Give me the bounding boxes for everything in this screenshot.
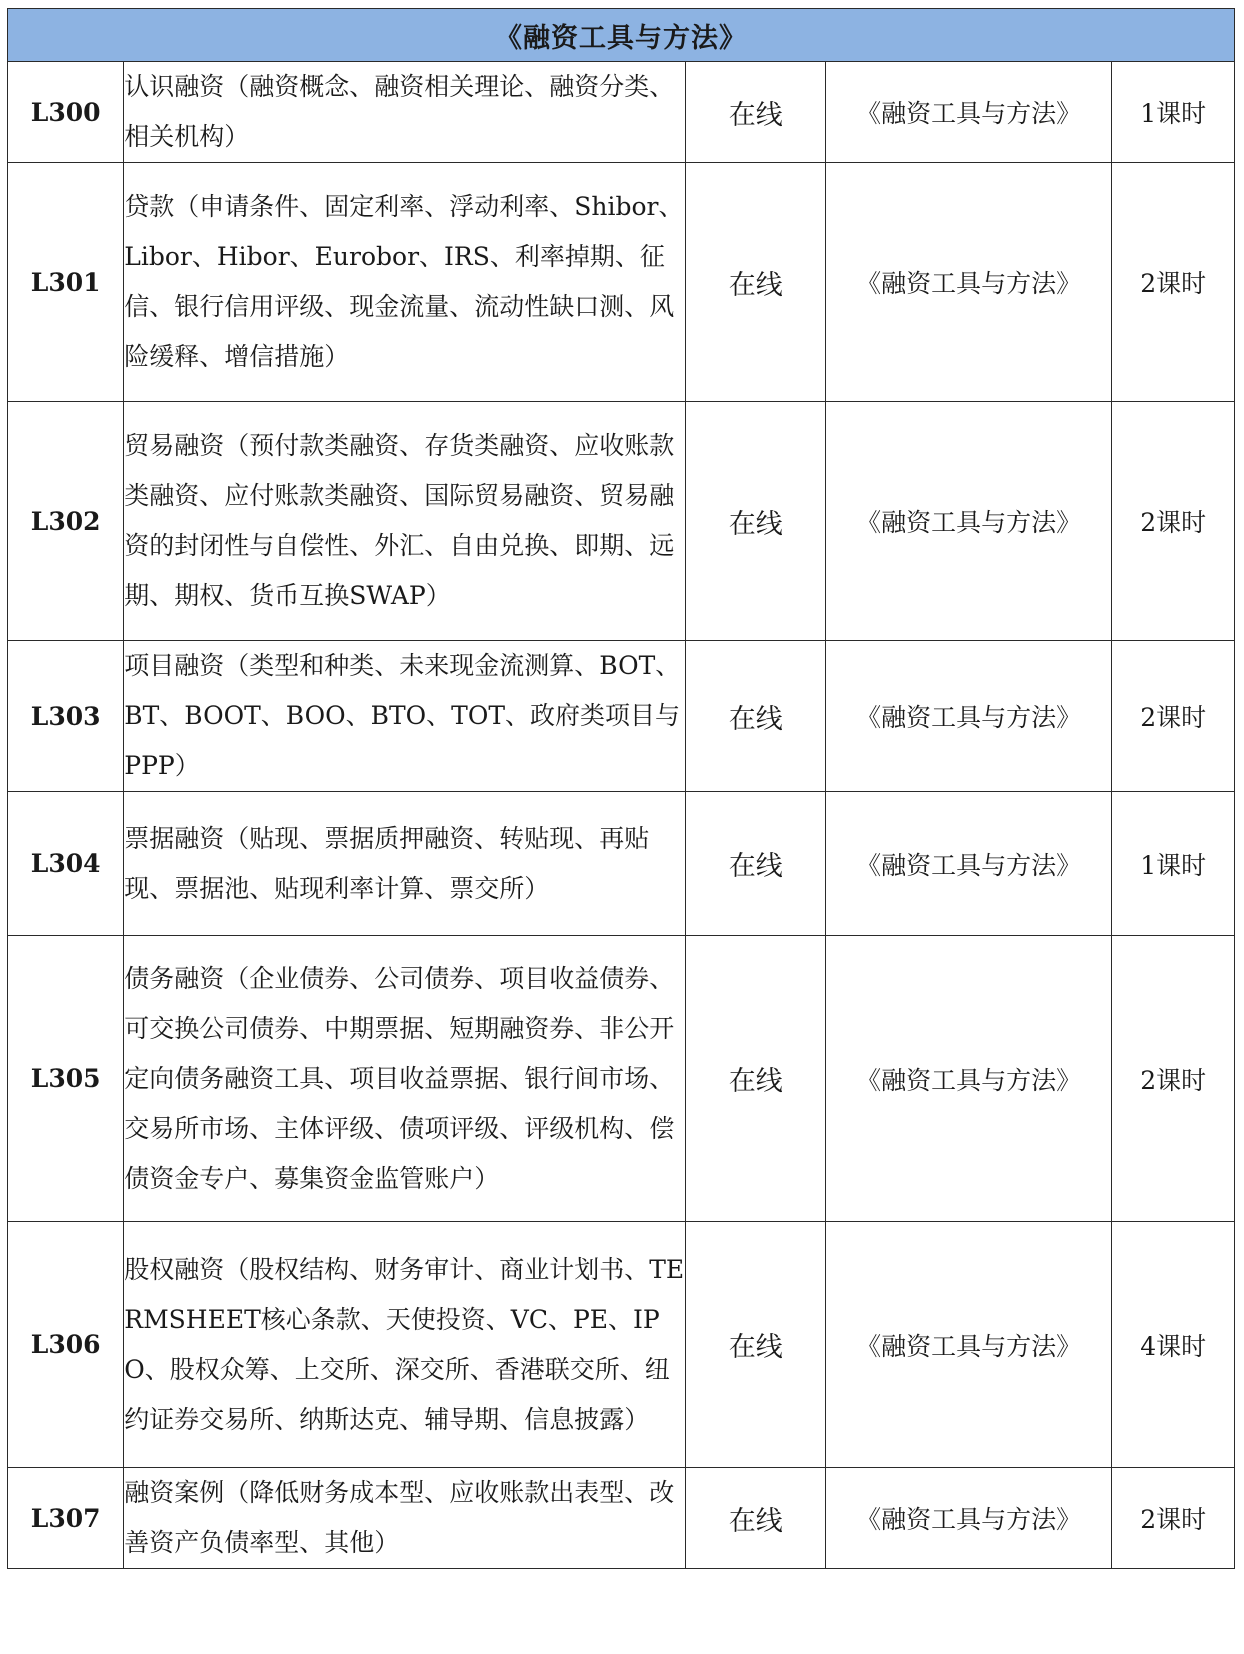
course-topic: 认识融资（融资概念、融资相关理论、融资分类、相关机构） (124, 62, 686, 163)
course-mode: 在线 (686, 62, 826, 163)
course-book: 《融资工具与方法》 (825, 936, 1111, 1222)
course-book: 《融资工具与方法》 (825, 792, 1111, 936)
course-code: L304 (8, 792, 124, 936)
course-book: 《融资工具与方法》 (825, 1468, 1111, 1569)
course-code: L303 (8, 641, 124, 792)
table-row (8, 792, 1235, 936)
course-topic: 融资案例（降低财务成本型、应收账款出表型、改善资产负债率型、其他） (124, 1468, 686, 1569)
course-hours: 2课时 (1112, 1468, 1235, 1569)
course-mode: 在线 (686, 641, 826, 792)
table-title-row (8, 9, 1235, 62)
course-mode: 在线 (686, 792, 826, 936)
course-hours: 2课时 (1112, 163, 1235, 402)
table-title: 《融资工具与方法》 (8, 9, 1235, 62)
course-code: L300 (8, 62, 124, 163)
course-hours: 2课时 (1112, 402, 1235, 641)
course-mode: 在线 (686, 163, 826, 402)
table-row (8, 1468, 1235, 1569)
course-mode: 在线 (686, 402, 826, 641)
course-topic: 债务融资（企业债券、公司债券、项目收益债券、可交换公司债券、中期票据、短期融资券、非公开定向债务融资工具、项目收益票据、银行间市场、交易所市场、主体评级、债项评级、评级机构、偿债资金专户、募集资金监管账户） (124, 936, 686, 1222)
course-book: 《融资工具与方法》 (825, 1222, 1111, 1468)
course-code: L305 (8, 936, 124, 1222)
table-row (8, 163, 1235, 402)
course-mode: 在线 (686, 936, 826, 1222)
course-book: 《融资工具与方法》 (825, 402, 1111, 641)
course-topic: 票据融资（贴现、票据质押融资、转贴现、再贴现、票据池、贴现利率计算、票交所） (124, 792, 686, 936)
course-code: L307 (8, 1468, 124, 1569)
course-topic: 贸易融资（预付款类融资、存货类融资、应收账款类融资、应付账款类融资、国际贸易融资、贸易融资的封闭性与自偿性、外汇、自由兑换、即期、远期、期权、货币互换SWAP） (124, 402, 686, 641)
course-book: 《融资工具与方法》 (825, 163, 1111, 402)
course-table (7, 8, 1235, 1569)
table-row (8, 936, 1235, 1222)
course-book: 《融资工具与方法》 (825, 62, 1111, 163)
course-mode: 在线 (686, 1468, 826, 1569)
table-row (8, 402, 1235, 641)
course-topic: 项目融资（类型和种类、未来现金流测算、BOT、BT、BOOT、BOO、BTO、TOT、政府类项目与PPP） (124, 641, 686, 792)
course-code: L306 (8, 1222, 124, 1468)
course-book: 《融资工具与方法》 (825, 641, 1111, 792)
course-topic: 贷款（申请条件、固定利率、浮动利率、Shibor、Libor、Hibor、Eurobor、IRS、利率掉期、征信、银行信用评级、现金流量、流动性缺口测、风险缓释、增信措施） (124, 163, 686, 402)
course-hours: 1课时 (1112, 62, 1235, 163)
table-row (8, 1222, 1235, 1468)
course-code: L301 (8, 163, 124, 402)
course-mode: 在线 (686, 1222, 826, 1468)
table-row (8, 62, 1235, 163)
course-hours: 2课时 (1112, 641, 1235, 792)
course-hours: 1课时 (1112, 792, 1235, 936)
course-hours: 4课时 (1112, 1222, 1235, 1468)
course-code: L302 (8, 402, 124, 641)
table-row (8, 641, 1235, 792)
course-topic: 股权融资（股权结构、财务审计、商业计划书、TERMSHEET核心条款、天使投资、VC、PE、IPO、股权众筹、上交所、深交所、香港联交所、纽约证券交易所、纳斯达克、辅导期、信息披露） (124, 1222, 686, 1468)
course-hours: 2课时 (1112, 936, 1235, 1222)
